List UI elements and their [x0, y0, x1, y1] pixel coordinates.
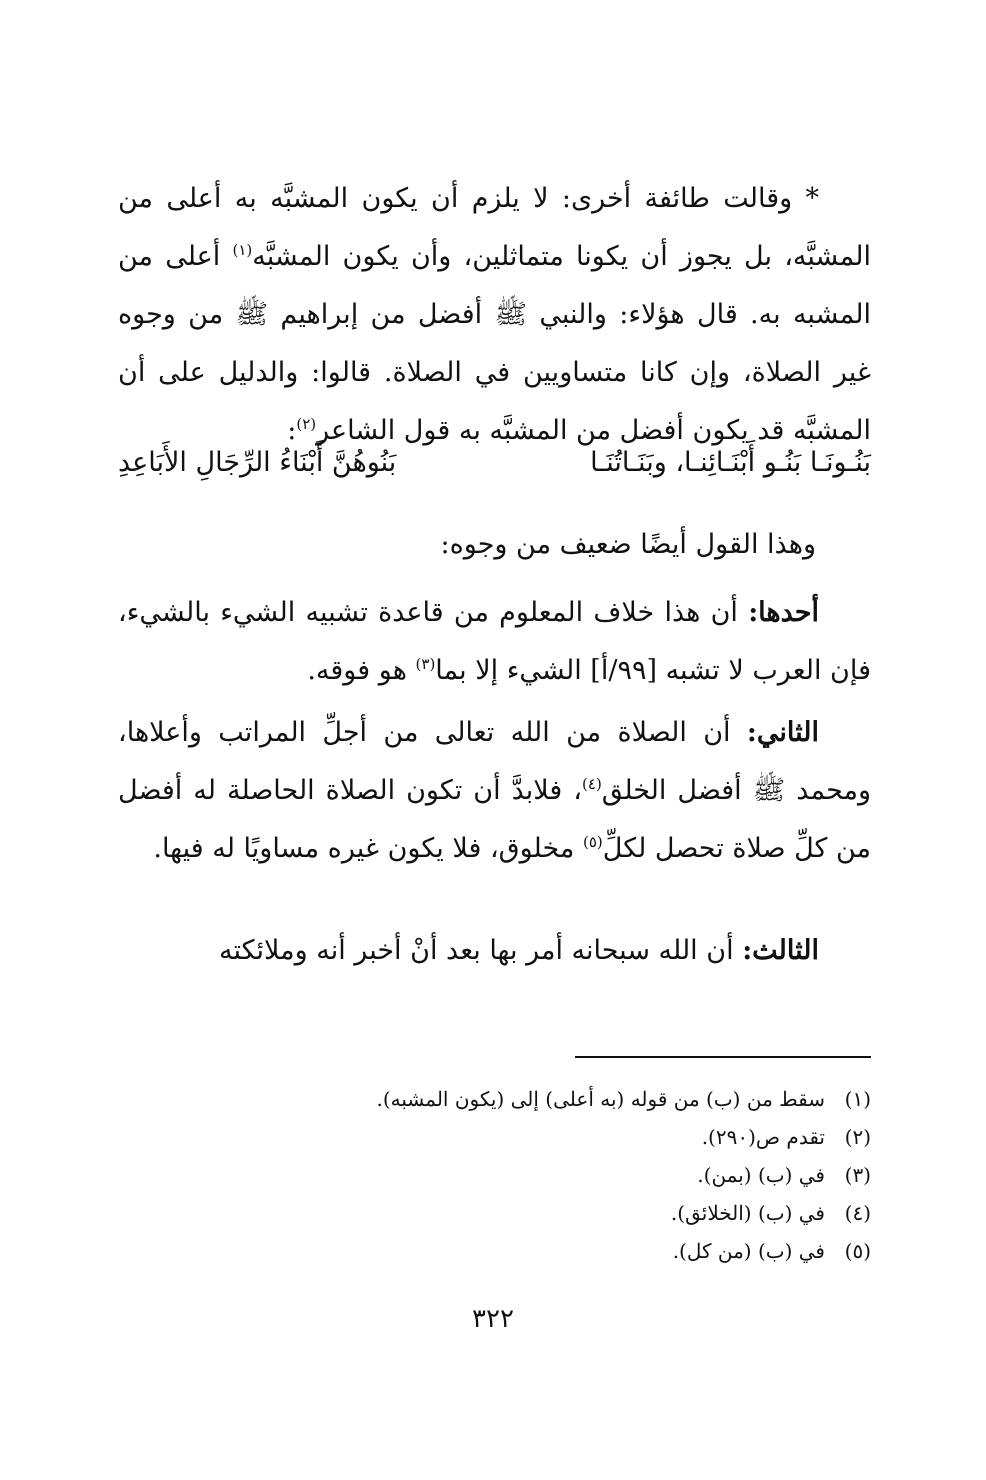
- paragraph-opinion: [118, 170, 871, 460]
- footnote-ref-1[interactable]: (١): [232, 241, 253, 259]
- paragraph-text: أن الصلاة من الله تعالى من أجلِّ المراتب وأعلاها، ومحمد ﷺ أفضل الخلق: [118, 717, 871, 806]
- paragraph-text: مخلوق، فلا يكون غيره مساويًا له فيها.: [153, 833, 583, 864]
- paragraph-lead: الثاني:: [746, 717, 820, 748]
- paragraph-first-reason: [118, 584, 871, 700]
- paragraph-second-reason: [118, 704, 871, 878]
- footnote-item: [118, 1156, 871, 1194]
- paragraph-text: :: [287, 415, 297, 446]
- page-number: ٣٢٢: [472, 1304, 514, 1334]
- paragraph-lead: أحدها:: [748, 597, 819, 628]
- paragraph-text: هو فوقه.: [307, 655, 416, 686]
- paragraph-text: ، فلابدَّ أن تكون الصلاة الحاصلة له أفضل من كلِّ صلاة تحصل لكلِّ: [118, 775, 871, 864]
- footnote-text: سقط من (ب) من قوله (به أعلى) إلى (يكون المشبه).: [376, 1087, 825, 1111]
- footnote-number: (١): [844, 1087, 871, 1111]
- verse-hemistich-first: بَنُـونَـا بَنُـو أَبْنَـائِنـا، وبَنَـاتُنَـا: [590, 447, 871, 478]
- paragraph-weakness-intro: وهذا القول أيضًا ضعيف من وجوه:: [440, 529, 816, 560]
- footnote-ref-4[interactable]: (٤): [582, 775, 602, 793]
- paragraph-text: أن هذا خلاف المعلوم من قاعدة تشبيه الشيء بالشيء، فإن العرب لا تشبه [٩٩/أ] الشيء إلا بما: [118, 597, 871, 686]
- footnote-text: في (ب) (بمن).: [697, 1163, 825, 1187]
- footnote-item: [118, 1118, 871, 1156]
- verse-hemistich-second: بَنُوهُنَّ أَبْنَاءُ الرِّجَالِ الأَبَاعِدِ: [118, 447, 397, 478]
- footnote-number: (٢): [844, 1125, 871, 1149]
- footnote-text: تقدم ص(٢٩٠).: [701, 1125, 825, 1149]
- footnote-item: [118, 1194, 871, 1232]
- poetry-verse: [118, 434, 871, 492]
- footnote-number: (٤): [844, 1201, 871, 1225]
- footnote-ref-3[interactable]: (٣): [415, 655, 436, 673]
- footnotes-list: [118, 1080, 871, 1270]
- paragraph-text: أعلى من المشبه به. قال هؤلاء: والنبي ﷺ أفضل من إبراهيم ﷺ من وجوه غير الصلاة، وإن كانا متساويين في الصلاة. قالوا: والدليل على أن المشبَّه قد يكون أفضل من المشبَّه به قول الشاعر: [118, 241, 871, 446]
- footnote-item: [118, 1232, 871, 1270]
- paragraph-text: وقالت طائفة أخرى: لا يلزم أن يكون المشبَّه به أعلى من المشبَّه، بل يجوز أن يكونا متماثلين، وأن يكون المشبَّه: [118, 183, 871, 272]
- footnote-number: (٣): [844, 1163, 871, 1187]
- paragraph-third-reason: [118, 922, 871, 980]
- footnote-text: في (ب) (من كل).: [672, 1239, 825, 1263]
- footnote-text: في (ب) (الخلائق).: [670, 1201, 825, 1225]
- footnote-ref-5[interactable]: (٥): [582, 833, 603, 851]
- footnote-ref-2[interactable]: (٢): [296, 415, 317, 433]
- paragraph-lead: الثالث:: [742, 935, 819, 966]
- footnote-number: (٥): [844, 1239, 871, 1263]
- footnote-separator: [575, 1056, 871, 1058]
- star-bullet: *: [805, 183, 819, 214]
- footnote-item: [118, 1080, 871, 1118]
- paragraph-text: أن الله سبحانه أمر بها بعد أنْ أخبر أنه وملائكته: [218, 935, 743, 966]
